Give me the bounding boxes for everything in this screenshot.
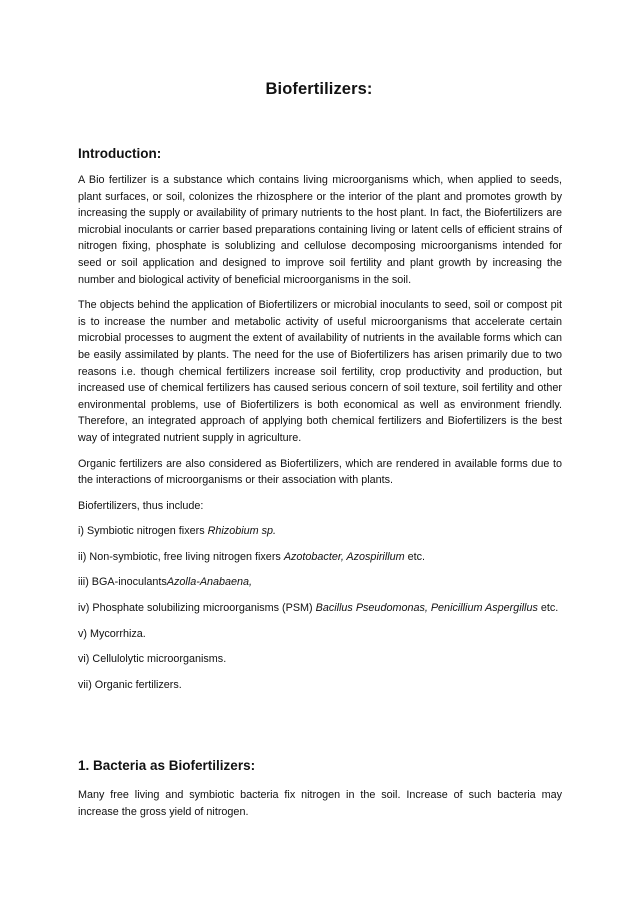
paragraph-definition: A Bio fertilizer is a substance which contains living microorganisms which, when applied to seeds, plant surfaces, or soil, colonizes the rhizosphere or the interior of the plant and promotes growth by increasing the supply or availability of primary nutrients to the host plant. In fact, the Biofertilizers are microbial inoculants or carrier based preparations containing living or latent cells of efficient strains of nitrogen fixing, phosphate is solublizing and cellulose decomposing microorganisms intended for seed or soil application and designed to improve soil fertility and plant growth by increasing the number and biological activity of beneficial microorganisms in the soil. xyxy=(78,174,562,286)
list-item xyxy=(78,600,562,617)
paragraph-includes: Biofertilizers, thus include: xyxy=(78,499,204,512)
list-item-italic: Azotobacter, Azospirillum xyxy=(283,550,405,563)
list-item xyxy=(78,574,562,591)
list-item-tail: etc. xyxy=(404,550,426,563)
list-item-italic: Rhizobium sp. xyxy=(207,525,277,538)
section-paragraph: Many free living and symbiotic bacteria fix nitrogen in the soil. Increase of such bacteria may increase the gross yield of nitrogen. xyxy=(78,789,562,818)
list-item-text: iii) BGA-inoculants xyxy=(78,576,167,589)
list-item-text: ii) Non-symbiotic, free living nitrogen fixers xyxy=(78,550,284,563)
paragraph-organic: Organic fertilizers are also considered as Biofertilizers, which are rendered in available forms due to the interactions of microorganisms or their association with plants. xyxy=(78,457,562,487)
section-heading: 1. Bacteria as Biofertilizers: xyxy=(78,758,256,773)
list-item xyxy=(78,523,562,540)
list-item-italic: Azolla-Anabaena, xyxy=(166,576,253,589)
intro-heading: Introduction: xyxy=(78,146,162,161)
list-item: v) Mycorrhiza. xyxy=(78,627,146,640)
list-item xyxy=(78,549,562,566)
list-item-text: iv) Phosphate solubilizing microorganisms (PSM) xyxy=(78,602,316,615)
paragraph-objectives: The objects behind the application of Biofertilizers or microbial inoculants to seed, soil or compost pit is to increase the number and metabolic activity of useful microorganisms that accelerate certain microbial processes to augment the extent of availability of nutrients in the available forms which can be easily assimilated by plants. The need for the use of Biofertilizers has arisen primarily due to two reasons i.e. though chemical fertilizers increase soil fertility, crop productivity and production, but increased use of chemical fertilizers has caused serious concern of soil texture, soil fertility and other environmental problems, use of Biofertilizers is both economical as well as environment friendly. Therefore, an integrated approach of applying both chemical fertilizers and Biofertilizers is the best way of integrated nutrient supply in agriculture. xyxy=(78,299,562,444)
page-title: Biofertilizers: xyxy=(265,80,373,98)
list-item-text: i) Symbiotic nitrogen fixers xyxy=(78,525,208,538)
list-item: vi) Cellulolytic microorganisms. xyxy=(78,653,227,666)
list-item-tail: etc. xyxy=(537,602,559,615)
list-item-italic: Bacillus Pseudomonas, Penicillium Aspergillus xyxy=(315,602,538,615)
list-item: vii) Organic fertilizers. xyxy=(78,678,182,691)
intro-body xyxy=(78,172,562,702)
